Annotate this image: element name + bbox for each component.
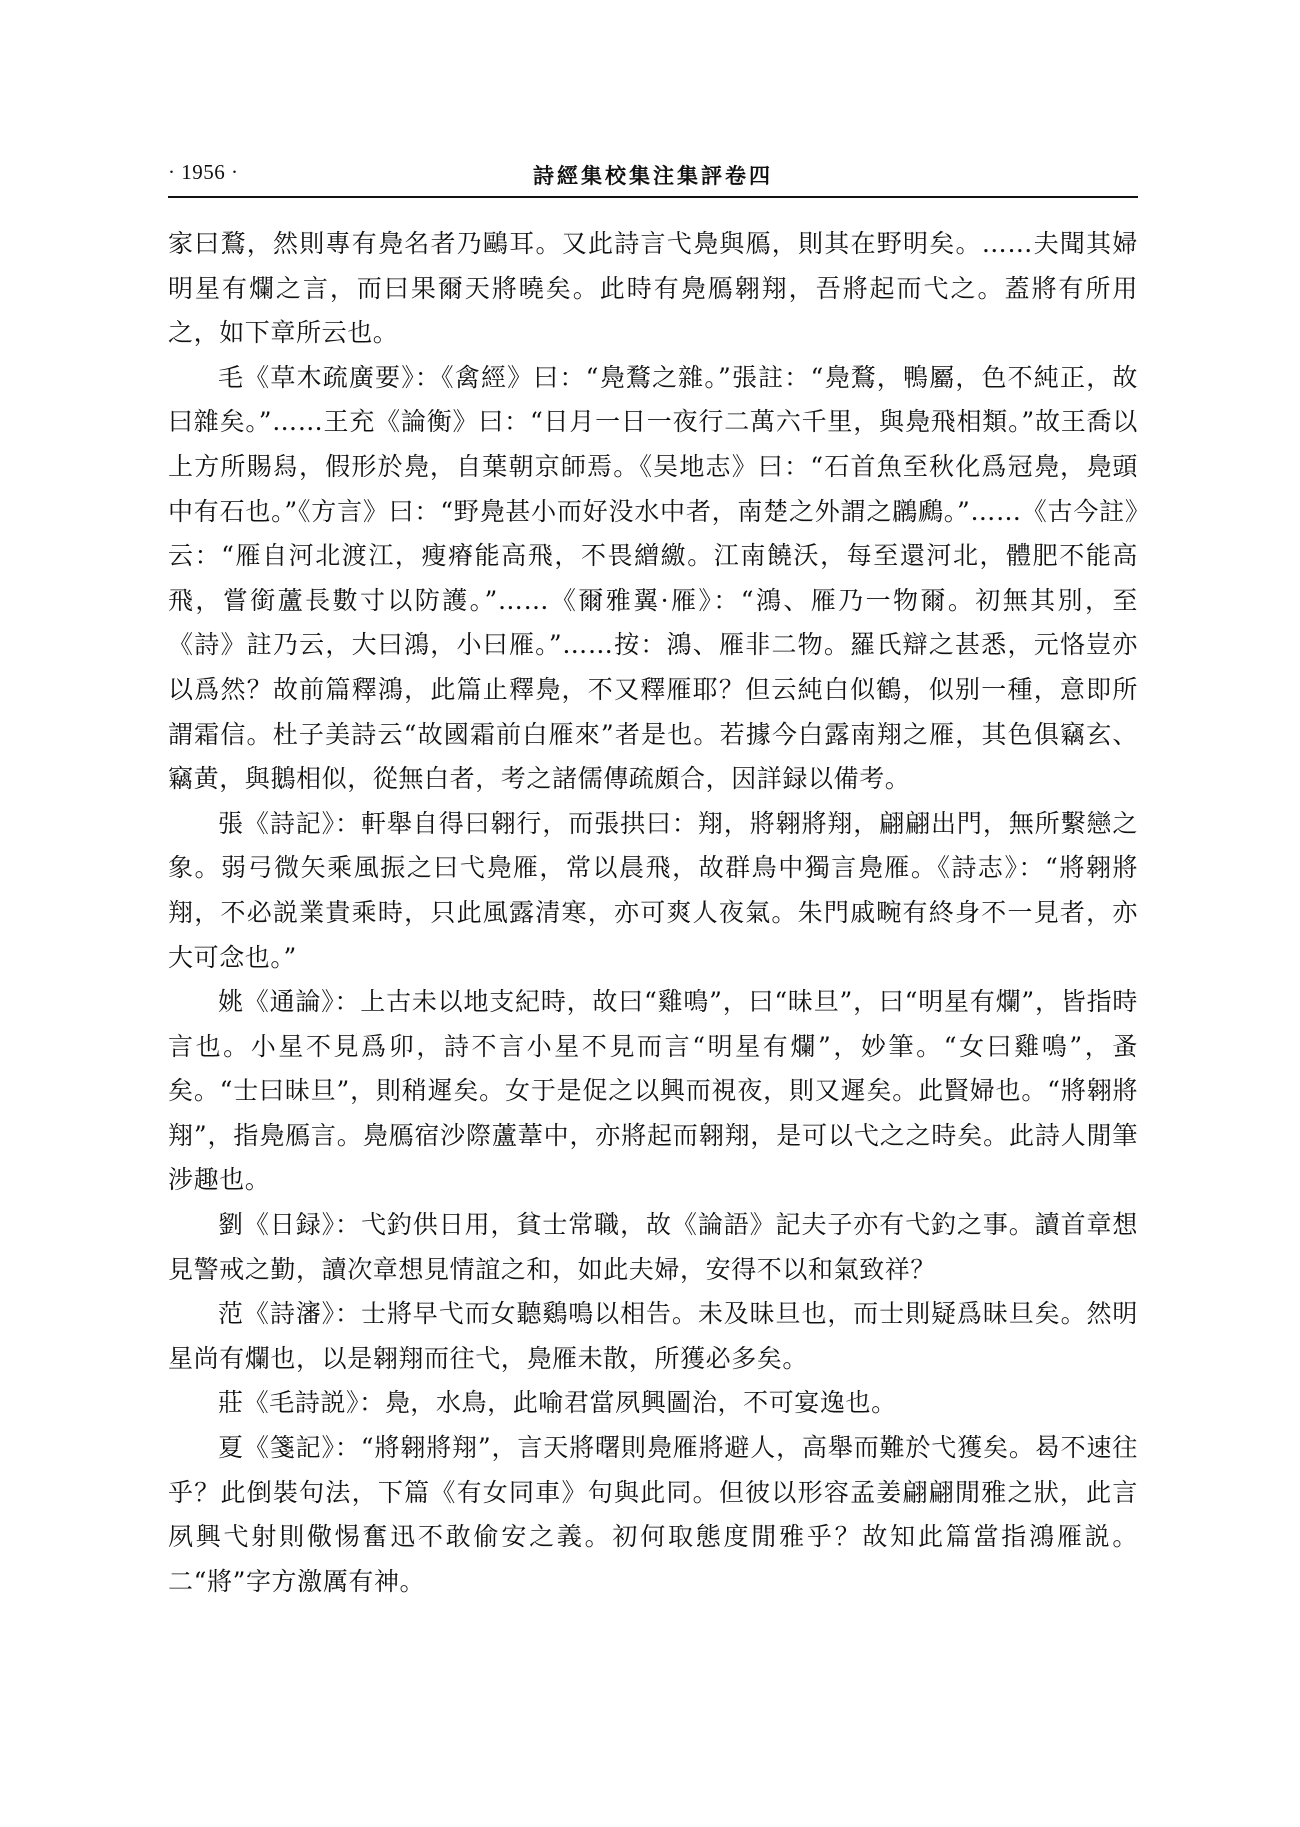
paragraph-yao: 姚《通論》：上古未以地支紀時，故曰“雞鳴”，曰“昧旦”，曰“明星有爛”，皆指時言也。小星不見爲卯，詩不言小星不見而言“明星有爛”，妙筆。“女曰雞鳴”，蚤矣。“士曰昧旦”，則稍遲矣。女于是促之以興而視夜，則又遲矣。此賢婦也。“將翱將翔”，指鳧鴈言。鳧鴈宿沙際蘆葦中，亦將起而翱翔，是可以弋之之時矣。此詩人閒筆涉趣也。 — [168, 987, 1138, 1195]
paragraph-zhuang: 莊《毛詩説》：鳧，水鳥，此喻君當夙興圖治，不可宴逸也。 — [218, 1388, 897, 1418]
paragraph-zhang: 張《詩記》：軒舉自得曰翱行，而張拱曰：翔，將翱將翔，翩翩出門，無所繫戀之象。弱弓微矢乘風振之曰弋鳧雁，常以晨飛，故群鳥中獨言鳧雁。《詩志》：“將翱將翔，不必説業貴乘時，只此風露清寒，亦可爽人夜氣。朱門戚畹有終身不一見者，亦大可念也。” — [168, 808, 1138, 972]
paragraph-fan: 范《詩瀋》：士將早弋而女聽鷄鳴以相告。未及昧旦也，而士則疑爲昧旦矣。然明星尚有爛也，以是翱翔而往弋，鳧雁未散，所獲必多矣。 — [168, 1299, 1138, 1373]
page-number: · 1956 · — [168, 160, 239, 184]
header-rule — [168, 196, 1138, 198]
paragraph-mao: 毛《草木疏廣要》：《禽經》曰：“鳧鶩之雜。”張註：“鳧鶩，鴨屬，色不純正，故曰雜矣。”……王充《論衡》曰：“日月一日一夜行二萬六千里，與鳧飛相類。”故王喬以上方所賜舄，假形於鳧，自葉朝京師焉。《吴地志》曰：“石首魚至秋化爲冠鳧，鳧頭中有石也。”《方言》曰：“野鳧甚小而好没水中者，南楚之外謂之鸊鷉。”……《古今註》云：“雁自河北渡江，瘦瘠能高飛，不畏繒繳。江南饒沃，每至還河北，體肥不能高飛，嘗銜蘆長數寸以防護。”……《爾雅翼·雁》：“鴻、雁乃一物爾。初無其別，至《詩》註乃云，大曰鴻，小曰雁。”……按：鴻、雁非二物。羅氏辯之甚悉，元恪豈亦以爲然？故前篇釋鴻，此篇止釋鳧，不又釋雁耶？但云純白似鶴，似别一種，意即所謂霜信。杜子美詩云“故國霜前白雁來”者是也。若據今白露南翔之雁，其色俱竊玄、竊黄，與鵝相似，從無白者，考之諸儒傳疏頗合，因詳録以備考。 — [168, 362, 1138, 794]
page-header — [168, 154, 1138, 194]
running-title: 詩經集校集注集評卷四 — [533, 163, 773, 188]
paragraph-xia: 夏《箋記》：“將翱將翔”，言天將曙則鳧雁將避人，高舉而難於弋獲矣。曷不速往乎？此倒裝句法，下篇《有女同車》句與此同。但彼以形容孟姜翩翩閒雅之狀，此言夙興弋射則儆惕奮迅不敢偷安之義。初何取態度閒雅乎？故知此篇當指鴻雁説。二“將”字方激厲有神。 — [168, 1433, 1138, 1596]
paragraph-continuation: 家曰鶩，然則專有鳧名者乃鷗耳。又此詩言弋鳧與鴈，則其在野明矣。……夫聞其婦明星有爛之言，而曰果爾天將曉矣。此時有鳧鴈翱翔，吾將起而弋之。蓋將有所用之，如下章所云也。 — [168, 229, 1138, 348]
body-text — [168, 222, 1138, 1604]
paragraph-liu: 劉《日録》：弋釣供日用，貧士常職，故《論語》記夫子亦有弋釣之事。讀首章想見警戒之勤，讀次章想見情誼之和，如此夫婦，安得不以和氣致祥？ — [168, 1210, 1138, 1284]
